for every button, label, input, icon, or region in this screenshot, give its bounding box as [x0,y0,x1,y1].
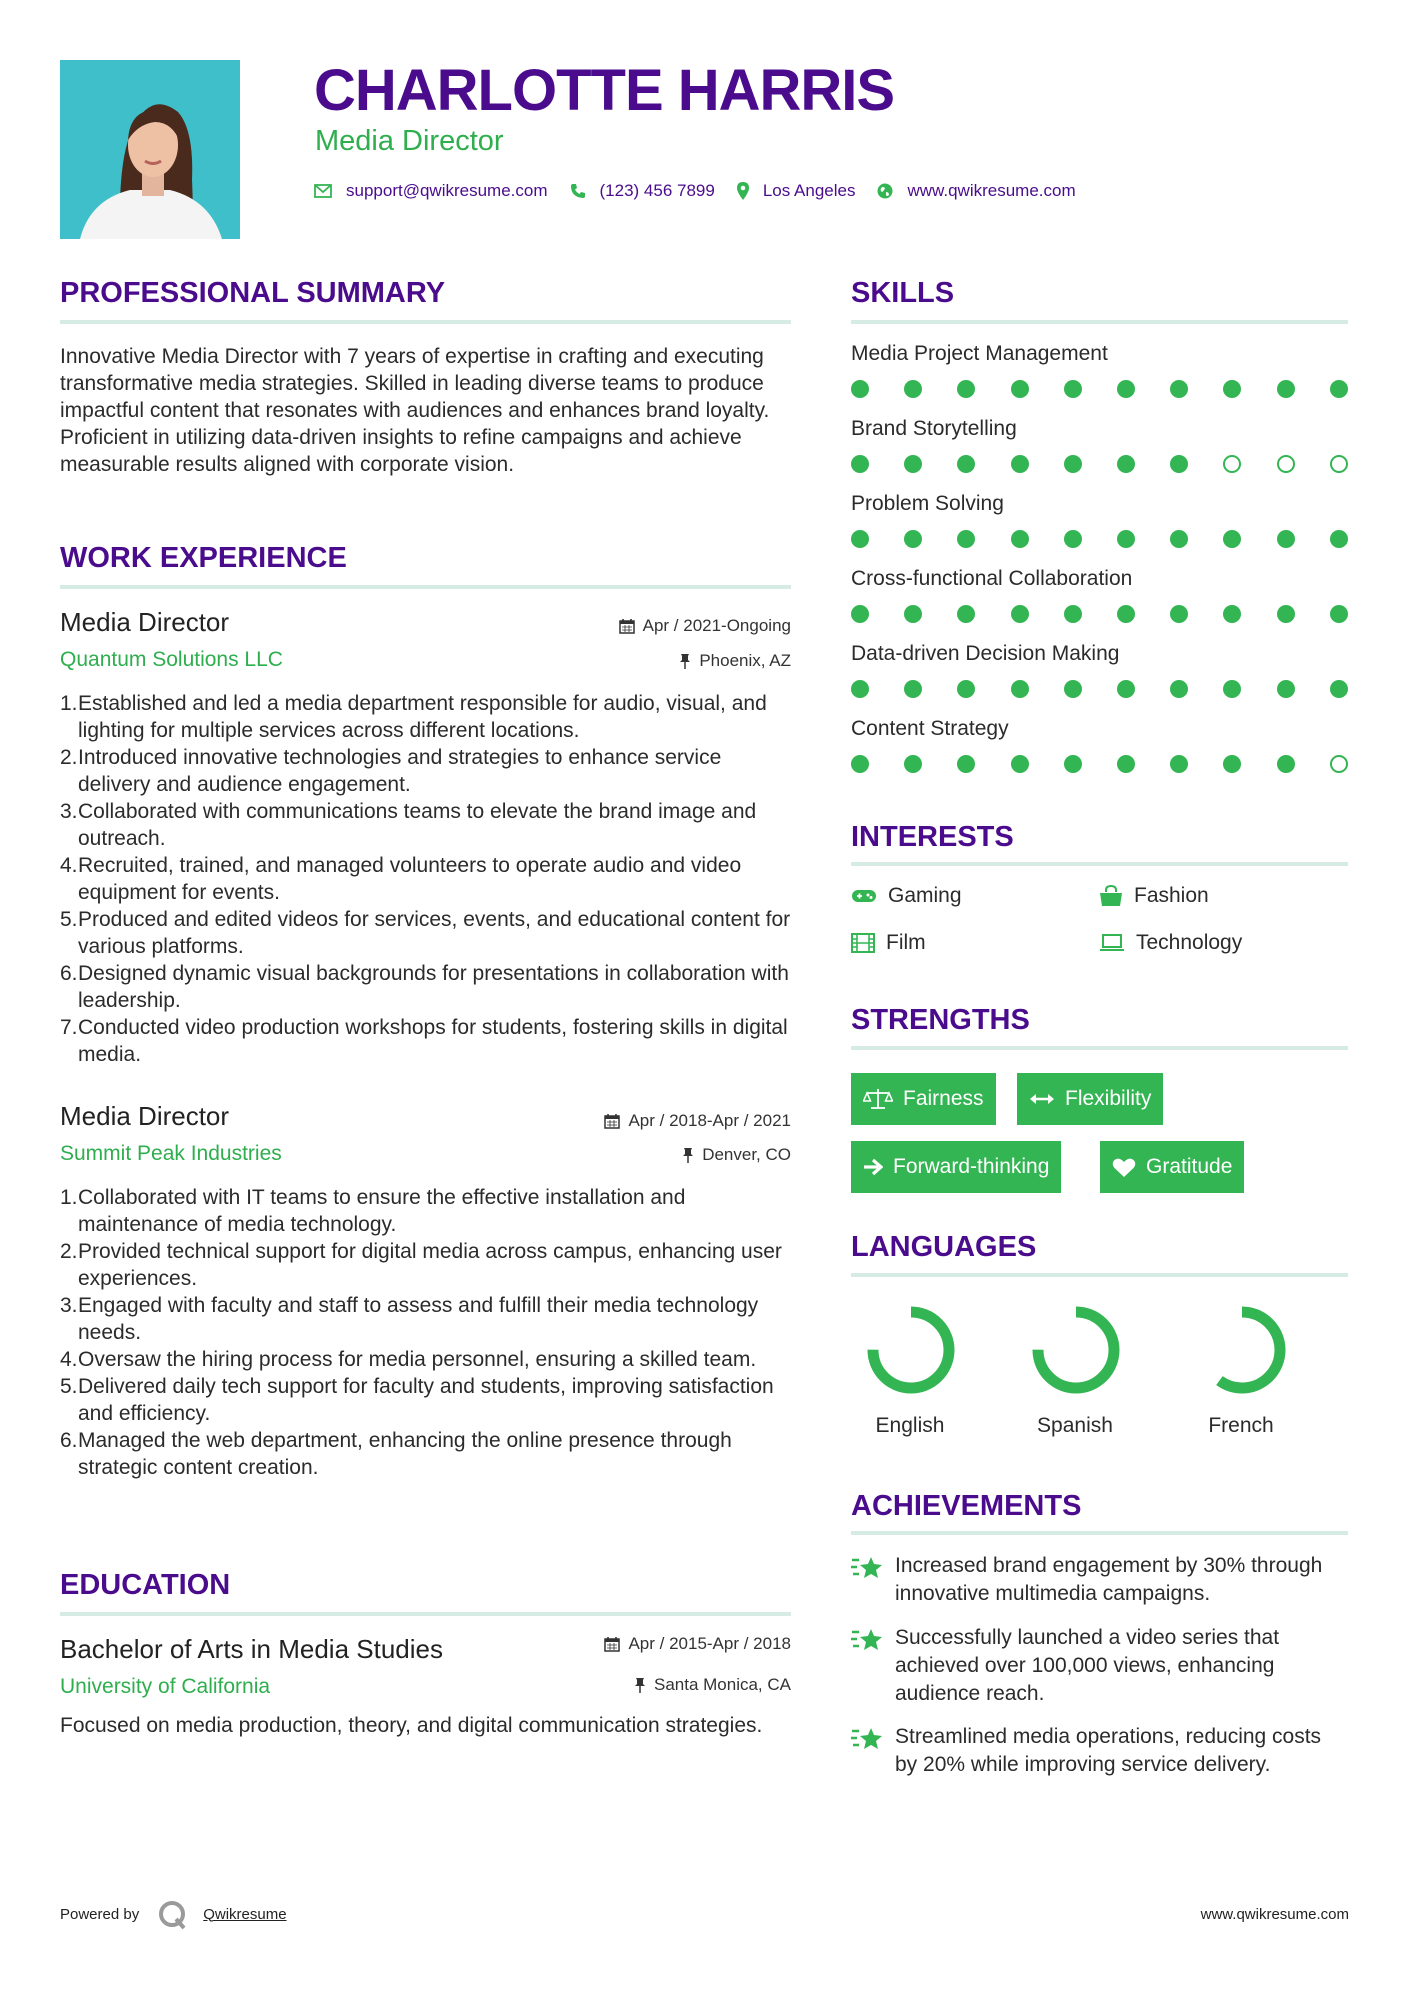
arrows-horizontal-icon [1029,1092,1055,1106]
duty-number: 6. [60,962,78,985]
skill-name: Brand Storytelling [851,417,1017,440]
contact-location [737,181,856,201]
contact-email[interactable] [314,181,548,201]
rating-dot-filled [1117,455,1135,473]
rating-dot-filled [1011,680,1029,698]
job-1-duties [60,690,795,1068]
rating-dot-filled [1117,380,1135,398]
rating-dot-filled [851,605,869,623]
gamepad-icon [851,888,877,904]
rating-dot-filled [957,380,975,398]
calendar-icon [604,1113,620,1129]
star-burst-icon [851,1554,885,1582]
rating-dot-filled [851,380,869,398]
education-heading: EDUCATION [60,1569,231,1601]
duty-item [60,906,795,960]
rating-dot-filled [1277,530,1295,548]
duty-item [60,744,795,798]
education-location: Santa Monica, CA [634,1674,791,1696]
rating-dot-filled [1064,680,1082,698]
rating-dot-filled [851,530,869,548]
footer-website[interactable]: www.qwikresume.com [1200,1906,1349,1923]
rating-dot-empty [1277,455,1295,473]
job-1-dates: Apr / 2021-Ongoing [619,615,791,637]
profile-photo [60,60,240,239]
duty-item [60,1373,795,1427]
duty-text: Delivered daily tech support for faculty and students, improving satisfaction and efficiency. [78,1375,774,1425]
duty-text: Collaborated with communications teams to elevate the brand image and outreach. [78,800,757,850]
interest-film: Film [851,930,926,956]
summary-divider [60,320,791,324]
duty-item [60,1427,795,1481]
rating-dot-filled [1223,380,1241,398]
duty-number: 1. [60,1186,78,1209]
duty-item [60,1184,795,1238]
language-ring [836,1300,986,1400]
rating-dot-filled [1064,455,1082,473]
star-burst-icon [851,1725,885,1753]
achievements-heading: ACHIEVEMENTS [851,1490,1082,1522]
skill-name: Cross-functional Collaboration [851,567,1133,590]
rating-dot-filled [957,680,975,698]
duty-text: Oversaw the hiring process for media personnel, ensuring a skilled team. [78,1348,757,1371]
strength-forward-thinking: Forward-thinking [851,1141,1061,1193]
duty-number: 2. [60,1240,78,1263]
balance-scale-icon [863,1088,893,1110]
rating-dot-filled [1170,755,1188,773]
achievement-item [851,1552,1347,1608]
rating-dot-filled [1064,380,1082,398]
heart-icon [1112,1157,1136,1178]
language-ring [1001,1300,1151,1400]
rating-dot-filled [851,455,869,473]
rating-dot-filled [1011,380,1029,398]
rating-dot-filled [1011,455,1029,473]
rating-dot-filled [1011,605,1029,623]
skill-rating [851,605,1348,625]
duty-item [60,1014,795,1068]
education-description: Focused on media production, theory, and digital communication strategies. [60,1714,763,1737]
contact-bar [314,178,1098,204]
skills-heading: SKILLS [851,277,955,309]
interest-gaming: Gaming [851,883,962,909]
duty-item [60,690,795,744]
language-level-arc [1038,1312,1114,1388]
rating-dot-filled [1064,530,1082,548]
duty-text: Collaborated with IT teams to ensure the effective installation and maintenance of media technology. [78,1186,686,1236]
rating-dot-filled [1064,755,1082,773]
rating-dot-empty [1223,455,1241,473]
rating-dot-filled [851,680,869,698]
duty-text: Conducted video production workshops for students, fostering skills in digital media. [78,1016,788,1066]
duty-text: Introduced innovative technologies and strategies to enhance service delivery and audience engagement. [78,746,722,796]
education-divider [60,1612,791,1616]
rating-dot-filled [1117,605,1135,623]
candidate-role: Media Director [315,125,504,157]
map-marker-icon [737,182,749,200]
website-text: www.qwikresume.com [907,181,1076,200]
rating-dot-filled [1277,755,1295,773]
strengths-divider [851,1046,1348,1050]
duty-number: 4. [60,1348,78,1371]
duty-number: 4. [60,854,78,877]
rating-dot-filled [1330,605,1348,623]
achievement-text: Increased brand engagement by 30% through innovative multimedia campaigns. [895,1554,1323,1605]
skill-name: Problem Solving [851,492,1004,515]
skill-name: Media Project Management [851,342,1108,365]
rating-dot-filled [957,605,975,623]
achievement-text: Successfully launched a video series that achieved over 100,000 views, enhancing audience reach. [895,1626,1280,1705]
duty-text: Provided technical support for digital media across campus, enhancing user experiences. [78,1240,782,1290]
star-burst-icon [851,1626,885,1654]
education-dates: Apr / 2015-Apr / 2018 [604,1633,791,1655]
skill-name: Data-driven Decision Making [851,642,1120,665]
film-icon [851,933,875,953]
language-ring [1167,1300,1317,1400]
language-level-arc [1204,1312,1280,1388]
achievement-item [851,1624,1347,1708]
skill-rating [851,680,1348,700]
language-level-arc [873,1312,949,1388]
calendar-icon [619,618,635,634]
pushpin-icon [682,1147,694,1163]
rating-dot-filled [904,455,922,473]
strength-gratitude: Gratitude [1100,1141,1244,1193]
rating-dot-filled [1330,680,1348,698]
laptop-icon [1099,934,1125,952]
duty-text: Designed dynamic visual backgrounds for presentations in collaboration with leadership. [78,962,789,1012]
strength-fairness: Fairness [851,1073,996,1125]
duty-item [60,1346,795,1373]
duty-item [60,1292,795,1346]
languages-heading: LANGUAGES [851,1231,1037,1263]
skill-rating [851,380,1348,400]
contact-website[interactable] [877,181,1075,201]
email-text: support@qwikresume.com [346,181,548,200]
globe-icon [877,183,893,199]
rating-dot-filled [1170,530,1188,548]
rating-dot-filled [1117,680,1135,698]
rating-dot-filled [1330,530,1348,548]
job-2-duties [60,1184,795,1481]
interest-fashion: Fashion [1099,883,1209,909]
skill-rating [851,755,1348,775]
rating-dot-empty [1330,455,1348,473]
skills-divider [851,320,1348,324]
experience-divider [60,585,791,589]
job-2-title: Media Director [60,1101,230,1131]
location-text: Los Angeles [762,181,856,200]
duty-number: 1. [60,692,78,715]
duty-item [60,960,795,1014]
duty-number: 3. [60,1294,78,1317]
contact-phone[interactable] [570,181,715,201]
language-name: French [1208,1414,1274,1437]
duty-number: 5. [60,908,78,931]
rating-dot-filled [1170,680,1188,698]
rating-dot-filled [1223,530,1241,548]
rating-dot-filled [1064,605,1082,623]
interest-technology: Technology [1099,930,1242,956]
phone-text: (123) 456 7899 [599,181,715,200]
candidate-name: CHARLOTTE HARRIS [314,58,895,123]
rating-dot-filled [957,455,975,473]
rating-dot-filled [1117,530,1135,548]
achievement-item [851,1723,1347,1779]
duty-text: Engaged with faculty and staff to assess and fulfill their media technology needs. [78,1294,759,1344]
skill-rating [851,530,1348,550]
rating-dot-filled [1170,380,1188,398]
duty-number: 5. [60,1375,78,1398]
education-degree: Bachelor of Arts in Media Studies [60,1634,443,1664]
language-name: Spanish [1037,1414,1113,1437]
languages-divider [851,1273,1348,1277]
qwikresume-logo-icon [151,1898,195,1930]
job-1-location: Phoenix, AZ [679,650,791,672]
footer-brand-link[interactable]: Qwikresume [203,1905,287,1923]
job-1-company: Quantum Solutions LLC [60,648,283,671]
rating-dot-filled [1011,755,1029,773]
rating-dot-filled [1170,455,1188,473]
duty-number: 6. [60,1429,78,1452]
pushpin-icon [634,1677,646,1693]
job-2-dates: Apr / 2018-Apr / 2021 [604,1110,791,1132]
duty-text: Produced and edited videos for services, events, and educational content for various platforms. [78,908,791,958]
duty-item [60,798,795,852]
interests-divider [851,862,1348,866]
arrow-right-icon [863,1158,883,1176]
rating-dot-empty [1330,755,1348,773]
skill-name: Content Strategy [851,717,1009,740]
rating-dot-filled [1223,680,1241,698]
rating-dot-filled [1170,605,1188,623]
summary-text: Innovative Media Director with 7 years of expertise in crafting and executing transformative media strategies. Skilled in leading diverse teams to produce impactful content that resonates with audiences and enhances brand loyalty. Proficient in utilizing data-driven insights to refine campaigns and achieve measurable results aligned with corporate vision. [60,345,770,476]
pushpin-icon [679,653,691,669]
rating-dot-filled [1277,680,1295,698]
rating-dot-filled [1223,755,1241,773]
rating-dot-filled [904,605,922,623]
education-school: University of California [60,1675,271,1698]
rating-dot-filled [957,755,975,773]
envelope-icon [314,184,332,198]
interests-heading: INTERESTS [851,821,1014,853]
rating-dot-filled [957,530,975,548]
duty-text: Managed the web department, enhancing the online presence through strategic content creation. [78,1429,732,1479]
duty-number: 2. [60,746,78,769]
shopping-bag-icon [1099,885,1123,907]
rating-dot-filled [904,530,922,548]
achievements-divider [851,1531,1348,1535]
strength-flexibility: Flexibility [1017,1073,1163,1125]
rating-dot-filled [1011,530,1029,548]
strengths-heading: STRENGTHS [851,1004,1030,1036]
job-1-title: Media Director [60,607,230,637]
job-2-location: Denver, CO [682,1144,791,1166]
duty-item [60,1238,795,1292]
job-2-company: Summit Peak Industries [60,1142,282,1165]
skill-rating [851,455,1348,475]
rating-dot-filled [851,755,869,773]
footer-powered-by: Powered by Qwikresume [60,1898,287,1930]
duty-number: 7. [60,1016,78,1039]
rating-dot-filled [904,380,922,398]
rating-dot-filled [904,680,922,698]
duty-text: Recruited, trained, and managed volunteers to operate audio and video equipment for events. [78,854,742,904]
rating-dot-filled [1277,380,1295,398]
language-name: English [875,1414,945,1437]
rating-dot-filled [1223,605,1241,623]
duty-number: 3. [60,800,78,823]
rating-dot-filled [1117,755,1135,773]
experience-heading: WORK EXPERIENCE [60,542,347,574]
achievement-text: Streamlined media operations, reducing costs by 20% while improving service delivery. [895,1725,1322,1776]
duty-item [60,852,795,906]
rating-dot-filled [1277,605,1295,623]
phone-icon [570,183,586,199]
summary-heading: PROFESSIONAL SUMMARY [60,277,446,309]
rating-dot-filled [1330,380,1348,398]
rating-dot-filled [904,755,922,773]
duty-text: Established and led a media department responsible for audio, visual, and lighting for multiple services across different locations. [78,692,767,742]
calendar-icon [604,1636,620,1652]
